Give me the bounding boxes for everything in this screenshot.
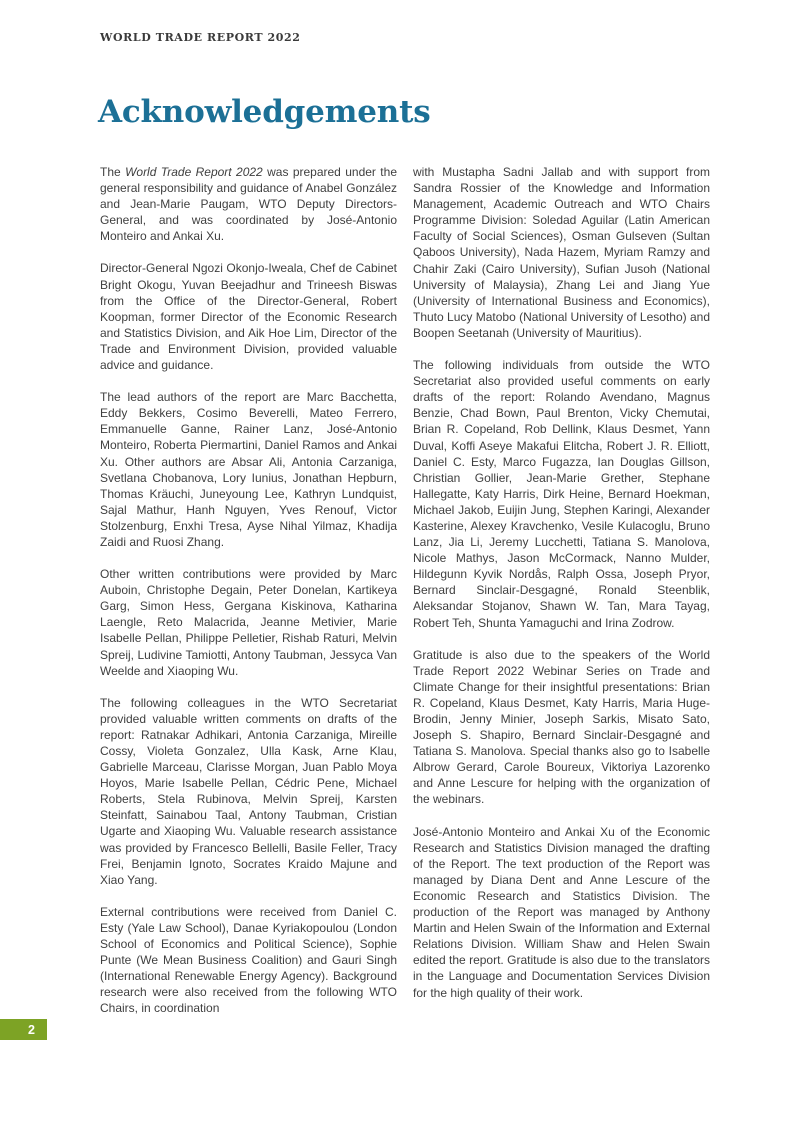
intro-text-before: The	[100, 165, 126, 179]
paragraph-wto-chairs: with Mustapha Sadni Jallab and with support from Sandra Rossier of the Knowledge and Information Management, Academic Outreach and WTO Chairs Programme Division: Soledad Aguilar (Latin American Faculty of Social Sciences), Osman Gulseven (Sultan Qaboos University), Nada Hazem, Myriam Ramzy and Chahir Zaki (Cairo University), Sufian Jusoh (National University of Malaysia), Zhang Lei and Jiang Yue (University of International Business and Economics), Thuto Lucy Matobo (National University of Lesotho) and Boopen Seetanah (University of Mauritius).	[413, 165, 710, 340]
paragraph-production-credits: José-Antonio Monteiro and Ankai Xu of the Economic Research and Statistics Division managed the drafting of the Report. The text production of the Report was managed by Diana Dent and Anne Lescure of the Economic Research and Statistics Division. The production of the Report was managed by Anthony Martin and Helen Swain of the Information and External Relations Division. William Shaw and Helen Swain edited the report. Gratitude is also due to the translators in the Language and Documentation Services Division for the high quality of their work.	[413, 824, 710, 1000]
paragraph-lead-authors: The lead authors of the report are Marc Bacchetta, Eddy Bekkers, Cosimo Beverelli, Mateo Ferrero, Emmanuelle Ganne, Rainer Lanz, José-Antonio Monteiro, Roberta Piermartini, Daniel Ramos and Ankai Xu. Other authors are Absar Ali, Antonia Carzaniga, Svetlana Chobanova, Lory Iunius, Jonathan Hepburn, Thomas Kräuchi, Juneyoung Lee, Kathryn Lundquist, Sajal Mathur, Hanh Nguyen, Yves Renouf, Victor Stolzenburg, Enxhi Tresa, Ayse Nihal Yilmaz, Khadija Zaidi and Ruosi Zhang.	[100, 390, 397, 549]
paragraph-webinar-speakers: Gratitude is also due to the speakers of the World Trade Report 2022 Webinar Series on Trade and Climate Change for their insightful presentations: Brian R. Copeland, Klaus Desmet, Katy Harris, Maria Huge-Brodin, Jenny Minier, Joseph Sarkis, Misato Sato, Joseph S. Shapiro, Bernard Sinclair-Desgagné and Tatiana S. Manolova. Special thanks also go to Isabelle Albrow Gerard, Carole Boureux, Viktoriya Lazorenko and Anne Lescure for helping with the organization of the webinars.	[413, 647, 710, 807]
paragraph-intro	[100, 164, 397, 244]
body-columns	[100, 164, 710, 1033]
paragraph-outside-individuals: The following individuals from outside the WTO Secretariat also provided useful comments on early drafts of the report: Rolando Avendano, Magnus Benzie, Chad Bown, Paul Brenton, Vicky Chemutai, Brian R. Copeland, Rob Dellink, Klaus Desmet, Yann Duval, Koffi Aseye Makafui Elitcha, Robert J. R. Elliott, Daniel C. Esty, Marco Fugazza, Ian Douglas Gillson, Christian Gollier, Jean-Marie Grether, Stephane Hallegatte, Katy Harris, Dirk Heine, Bernard Hoekman, Michael Jakob, Euijin Jung, Stephen Karingi, Alexander Kasterine, Alexey Kravchenko, Vesile Kulacoglu, Bruno Lanz, Jia Li, Jeremy Lucchetti, Tatiana S. Manolova, Nicole Mathys, Jason McCormack, Nanno Mulder, Hildegunn Kyvik Nordås, Ralph Ossa, Joseph Pryor, Bernard Sinclair-Desgagné, Ronald Steenblik, Aleksandar Stojanov, Shawn W. Tan, Mara Tayag, Robert Teh, Shunta Yamaguchi and Irina Zodrow.	[413, 358, 710, 630]
paragraph-secretariat-comments: The following colleagues in the WTO Secretariat provided valuable written comments on drafts of the report: Ratnakar Adhikari, Antonia Carzaniga, Mireille Cossy, Violeta Gonzalez, Ulla Kask, Arne Klau, Gabrielle Marceau, Clarisse Morgan, Juan Pablo Moya Hoyos, Marie Isabelle Pellan, Cédric Pene, Michael Roberts, Stela Rubinova, Melvin Spreij, Karsten Steinfatt, Sainabou Taal, Antony Taubman, Cristian Ugarte and Xiaoping Wu. Valuable research assistance was provided by Francesco Bellelli, Basile Feller, Tracy Frei, Benjamin Ignoto, Socrates Kraido Majune and Xiao Yang.	[100, 695, 397, 887]
paragraph-external-contributions: External contributions were received from Daniel C. Esty (Yale Law School), Danae Kyriakopoulou (London School of Economics and Political Science), Sophie Punte (We Mean Business Coalition) and Gauri Singh (International Renewable Energy Agency). Background research were also received from the following WTO Chairs, in coordination	[100, 904, 397, 1016]
page-number: 2	[28, 1022, 35, 1037]
page-number-badge	[0, 1019, 47, 1040]
running-header: WORLD TRADE REPORT 2022	[100, 31, 301, 44]
intro-text-after: was prepared under the general responsibility and guidance of Anabel González and Jean-Marie Paugam, WTO Deputy Directors-General, and was coordinated by José-Antonio Monteiro and Ankai Xu.	[100, 165, 397, 244]
paragraph-advisors: Director-General Ngozi Okonjo-Iweala, Chef de Cabinet Bright Okogu, Yuvan Beejadhur and Trineesh Biswas from the Office of the Director-General, Robert Koopman, former Director of the Economic Research and Statistics Division, and Aik Hoe Lim, Director of the Trade and Environment Division, provided valuable advice and guidance.	[100, 261, 397, 373]
paragraph-other-contributions: Other written contributions were provided by Marc Auboin, Christophe Degain, Peter Donelan, Kartikeya Garg, Simon Hess, Gergana Kiskinova, Katharina Laengle, Reto Malacrida, Jeanne Metivier, Marie Isabelle Pellan, Philippe Pelletier, Rishab Raturi, Melvin Spreij, Ludivine Tamiotti, Antony Taubman, Jessyca Van Weelde and Xiaoping Wu.	[100, 567, 397, 678]
left-column	[100, 164, 397, 1033]
right-column	[413, 164, 710, 1033]
page-title: Acknowledgements	[98, 94, 431, 130]
report-title-italic: World Trade Report 2022	[125, 165, 263, 179]
